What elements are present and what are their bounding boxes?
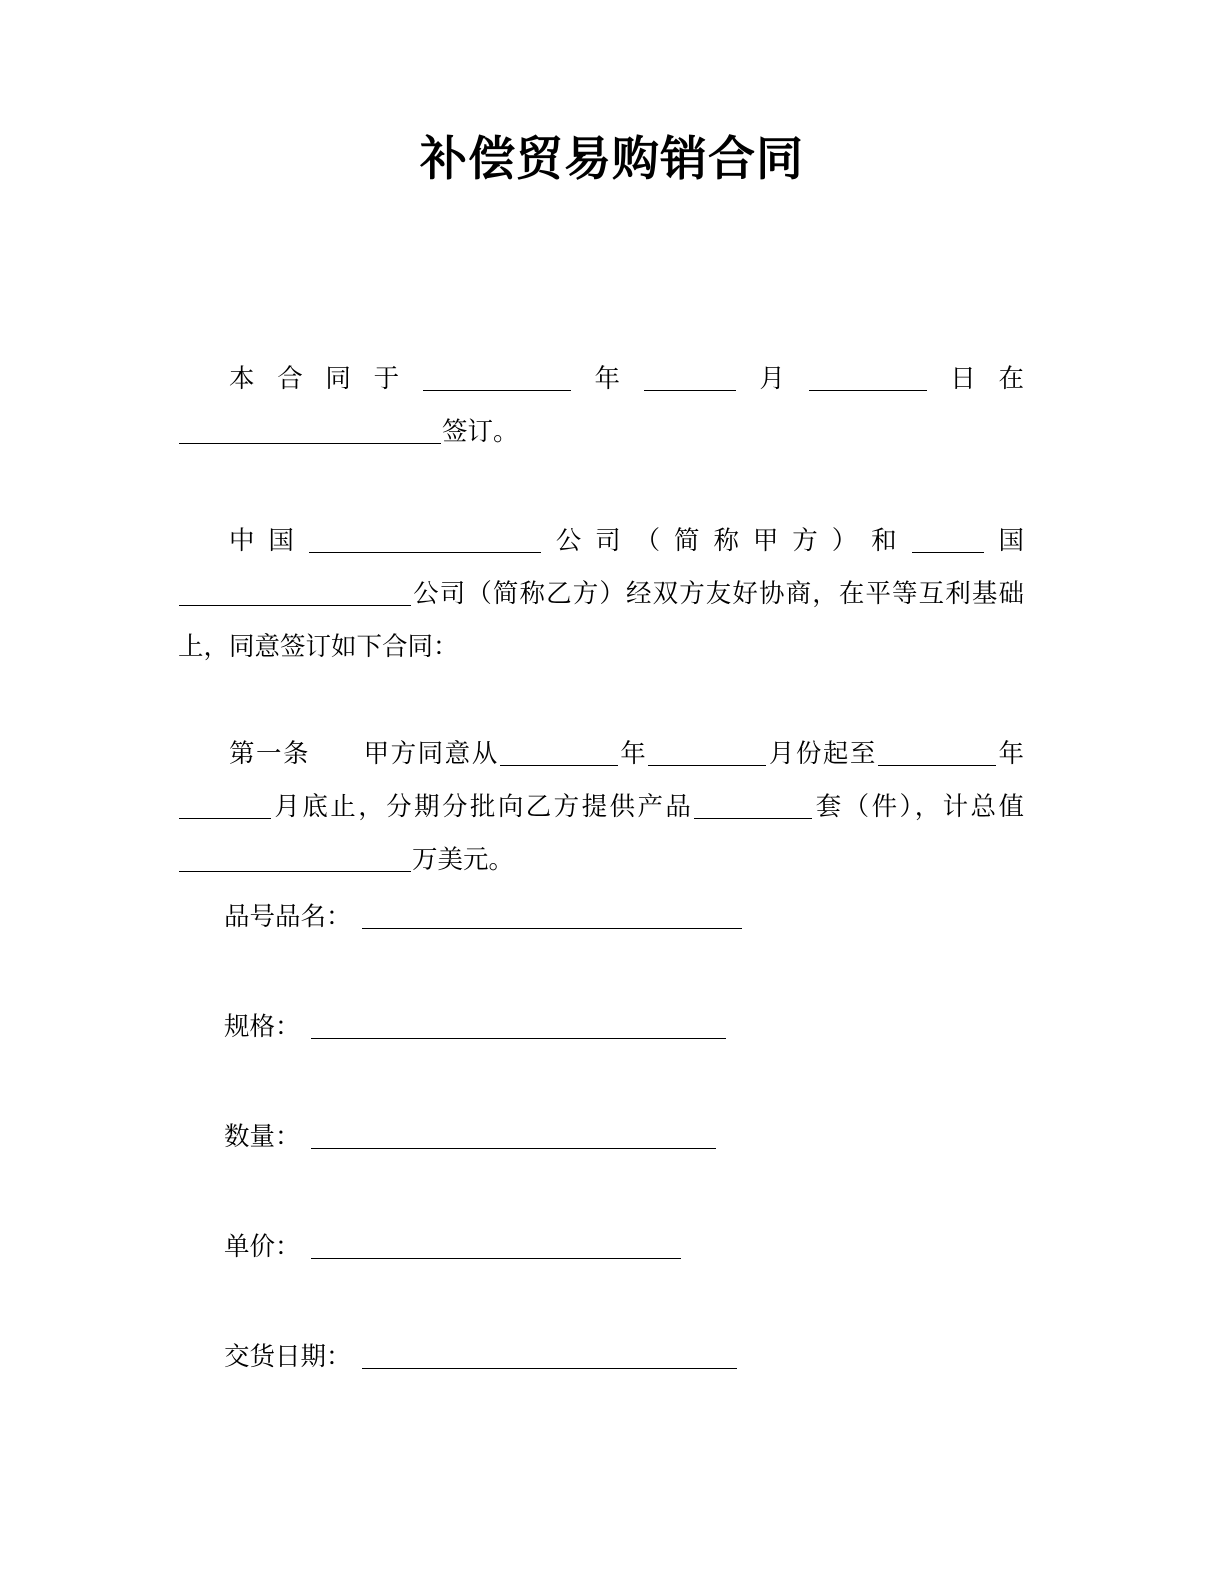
paragraph-article-one [178,727,1024,886]
field-input-delivery-date[interactable] [362,1348,737,1369]
blank-end-year[interactable] [878,746,996,766]
blank-party-a-company[interactable] [309,533,541,553]
field-row-product-code-name [224,897,1024,1007]
product-detail-fields [224,897,1024,1447]
blank-signing-place[interactable] [179,424,441,444]
field-input-quantity[interactable] [311,1128,716,1149]
page-title: 补偿贸易购销合同 [420,132,804,187]
field-input-specification[interactable] [311,1018,726,1039]
text-run: 月份起至 [767,739,877,768]
blank-party-b-country[interactable] [912,533,984,553]
text-run: 甲方同意从 [362,739,499,768]
blank-start-year[interactable] [500,746,618,766]
blank-end-month[interactable] [179,799,271,819]
field-label-unit-price: 单价： [224,1232,301,1261]
blank-total-value[interactable] [179,852,411,872]
field-row-delivery-date [224,1337,1024,1447]
text-run: 年 [996,739,1024,768]
field-label-specification: 规格： [224,1012,301,1041]
blank-product-sets[interactable] [694,799,812,819]
paragraph-signing-date [178,352,1024,458]
text-run: 年 [571,364,643,393]
field-label-quantity: 数量： [224,1122,301,1151]
text-run: 公司（简称乙方）经双方友好协商，在平等互利基础上，同意签订如下合同： [178,579,1024,661]
text-run: 中国 [229,526,308,555]
field-row-unit-price [224,1227,1024,1337]
paragraph-spacer [178,458,1024,514]
text-run: 公司（简称甲方）和 [541,526,911,555]
paragraph-parties [178,514,1024,673]
paragraph-spacer [178,673,1024,727]
text-run: 万美元。 [412,845,515,874]
field-row-quantity [224,1117,1024,1227]
blank-party-b-company[interactable] [179,586,411,606]
text-run: 签订。 [442,417,519,446]
blank-start-month[interactable] [648,746,766,766]
blank-signing-month[interactable] [644,371,736,391]
text-run: 国 [984,526,1024,555]
article-label: 第一条 [229,739,311,768]
field-label-delivery-date: 交货日期： [224,1342,352,1371]
document-body [178,352,1024,886]
text-run: 套（件），计总值 [813,792,1024,821]
text-run: 年 [618,739,648,768]
blank-signing-year[interactable] [423,371,571,391]
field-label-product-code-name: 品号品名： [224,902,352,931]
text-run: 本合同于 [229,364,422,393]
field-input-unit-price[interactable] [311,1238,681,1259]
field-input-product-code-name[interactable] [362,908,742,929]
blank-signing-day[interactable] [809,371,927,391]
text-run: 月 [736,364,808,393]
text-run: 日在 [927,364,1024,393]
field-row-specification [224,1007,1024,1117]
text-run: 月底止，分期分批向乙方提供产品 [272,792,694,821]
